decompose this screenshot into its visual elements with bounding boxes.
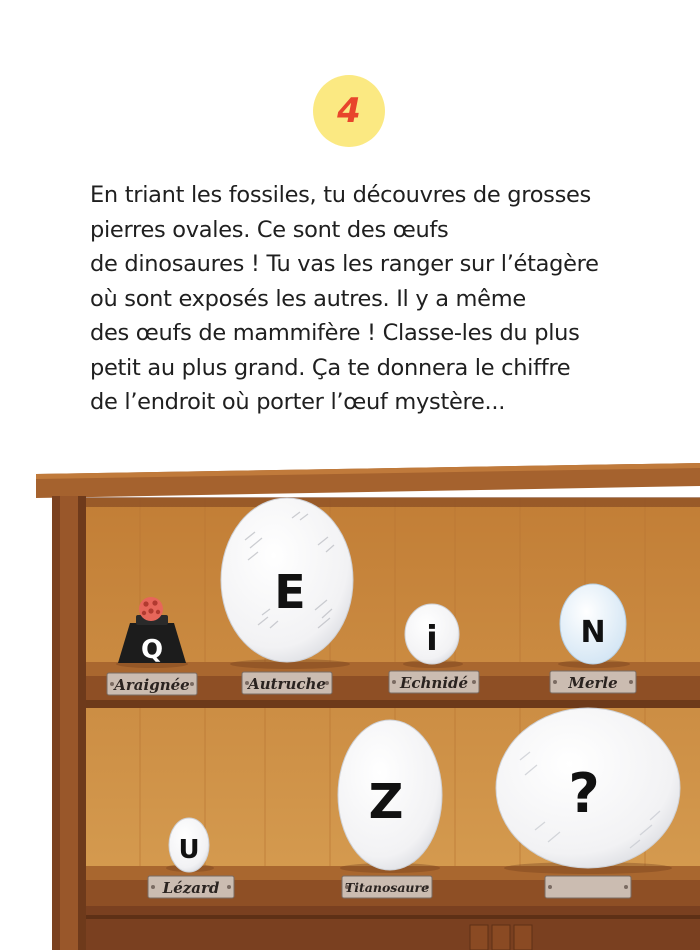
- plaque-label: Araignée: [114, 676, 190, 694]
- plaque-label: Lézard: [162, 879, 220, 897]
- story-line: des œufs de mammifère ! Classe-les du plus: [90, 320, 580, 346]
- story-line: de l’endroit où porter l’œuf mystère...: [90, 389, 506, 415]
- story-line: En triant les fossiles, tu découvres de grosses: [90, 182, 591, 208]
- plaque-mystery: [545, 876, 631, 898]
- plaque-titanosaure: [342, 876, 432, 898]
- page-number: 4: [337, 91, 361, 131]
- shelf-side-post: [52, 496, 86, 950]
- egg-letter: Z: [368, 774, 404, 830]
- egg-letter: Q: [140, 635, 164, 665]
- story-line: de dinosaures ! Tu vas les ranger sur l’étagère: [90, 251, 599, 277]
- plaque-merle: [550, 671, 636, 693]
- plaque-araignee: [107, 673, 197, 695]
- egg-letter: N: [580, 615, 606, 650]
- shelf-top-board: [36, 463, 700, 507]
- story-line: petit au plus grand. Ça te donnera le chiffre: [90, 354, 571, 381]
- egg-letter: E: [274, 565, 306, 619]
- egg-letter: ?: [568, 762, 600, 825]
- plaque-echnide: [389, 671, 479, 693]
- plaque-autruche: [242, 672, 332, 694]
- plaque-lezard: [148, 876, 234, 898]
- story-line: pierres ovales. Ce sont des œufs: [90, 216, 449, 243]
- plaque-label: Titanosaure: [344, 880, 430, 895]
- egg-letter: i: [426, 619, 438, 659]
- plaque-label: Echnidé: [399, 674, 469, 692]
- story-line: où sont exposés les autres. Il y a même: [90, 285, 526, 312]
- plaque-label: Autruche: [248, 675, 326, 693]
- plaque-label: Merle: [568, 674, 618, 692]
- egg-letter: U: [178, 835, 200, 865]
